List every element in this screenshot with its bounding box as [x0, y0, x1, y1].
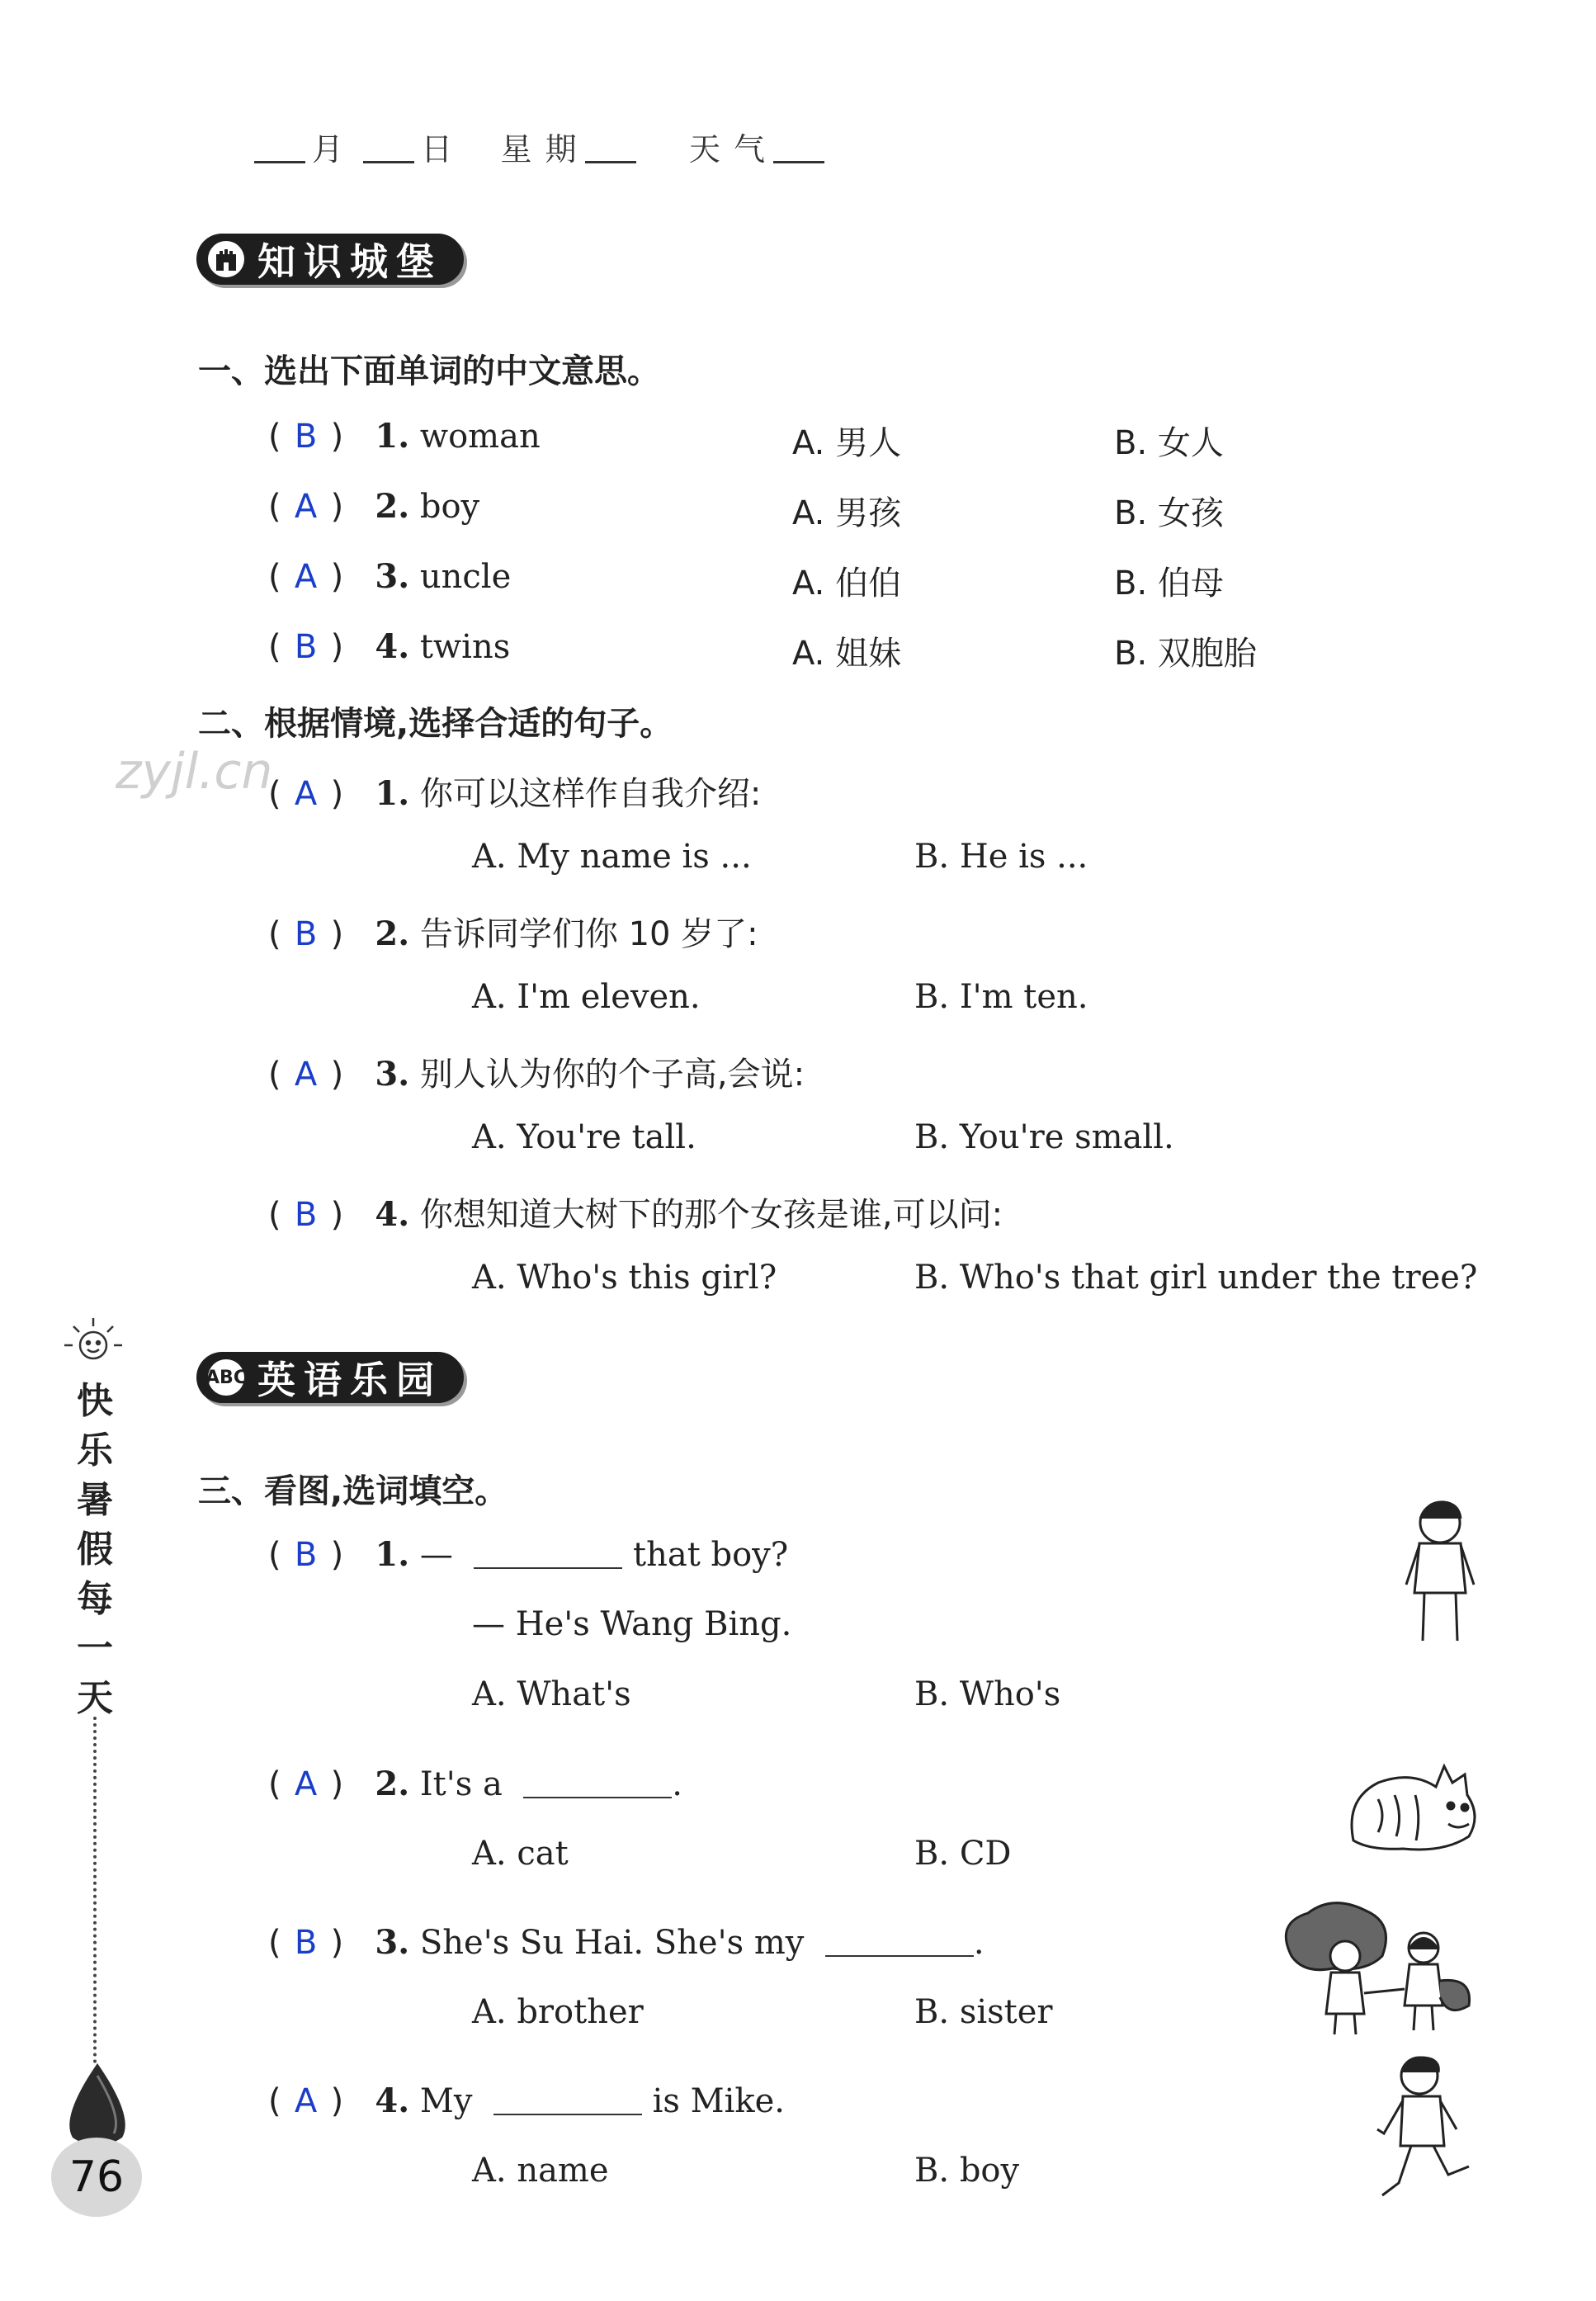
part3-q1: ( B ) 1. — that boy?	[268, 1535, 789, 1574]
watermark: zyjl.cn	[116, 743, 273, 801]
part3-q1-option-a: A. What's	[472, 1675, 631, 1713]
part1-q4: ( B ) 4. twins	[268, 627, 511, 666]
answer[interactable]: A	[294, 558, 318, 596]
section-banner-english	[196, 1352, 464, 1403]
weekday-label: 星 期	[500, 131, 578, 168]
part2-q2-option-a: A. I'm eleven.	[472, 978, 701, 1016]
sun-face-icon	[56, 1308, 130, 1374]
answer[interactable]: A	[294, 775, 318, 813]
boy-illustration	[1395, 1494, 1485, 1647]
part1-q3-option-b: B. 伯母	[1114, 565, 1224, 602]
sidebar-dotted-line	[93, 1717, 97, 2063]
part1-q4-option-a: A. 姐妹	[792, 635, 902, 673]
part1-q2-option-b: B. 女孩	[1114, 494, 1224, 532]
part1-q1-option-a: A. 男人	[792, 424, 902, 462]
part2-q3-option-b: B. You're small.	[914, 1118, 1174, 1156]
part3-heading: 三、看图,选词填空。	[198, 1472, 508, 1510]
month-label: 月	[312, 131, 346, 168]
answer[interactable]: A	[294, 1765, 318, 1803]
date-line	[248, 124, 831, 169]
answer[interactable]: B	[294, 1924, 318, 1962]
running-boy-illustration	[1374, 2051, 1481, 2216]
cat-illustration	[1345, 1750, 1485, 1857]
part3-q3-option-a: A. brother	[472, 1993, 644, 2031]
fill-blank[interactable]	[493, 2114, 642, 2115]
day-label: 日	[421, 131, 455, 168]
fill-blank[interactable]	[825, 1955, 974, 1957]
girls-under-tree-illustration	[1275, 1898, 1477, 2039]
part1-q1: ( B ) 1. woman	[268, 417, 541, 456]
watermelon-drop-icon	[56, 2059, 139, 2150]
fill-blank[interactable]	[523, 1797, 672, 1798]
answer[interactable]: A	[294, 1056, 318, 1094]
part2-q4-option-a: A. Who's this girl?	[472, 1259, 777, 1297]
part3-q4-option-a: A. name	[472, 2152, 609, 2190]
sidebar-title: 快 乐 暑 假 每 一 天	[77, 1380, 113, 1719]
part3-q2: ( A ) 2. It's a .	[268, 1765, 682, 1803]
answer[interactable]: A	[294, 488, 318, 526]
part1-q4-option-b: B. 双胞胎	[1114, 635, 1257, 673]
banner-title: 英语乐园	[257, 1358, 442, 1402]
part2-q4: ( B ) 4. 你想知道大树下的那个女孩是谁,可以问:	[268, 1195, 1003, 1234]
answer[interactable]: B	[294, 1196, 318, 1234]
page-number: 76	[51, 2138, 142, 2217]
answer[interactable]: B	[294, 915, 318, 953]
part2-q3-option-a: A. You're tall.	[472, 1118, 696, 1156]
answer[interactable]: B	[294, 628, 318, 666]
fill-blank[interactable]	[474, 1567, 622, 1569]
part3-q4-option-b: B. boy	[914, 2152, 1020, 2190]
part1-q1-option-b: B. 女人	[1114, 424, 1224, 462]
castle-icon	[208, 241, 244, 277]
part3-q2-option-a: A. cat	[472, 1835, 569, 1873]
weather-label: 天 气	[688, 131, 767, 168]
part3-q3: ( B ) 3. She's Su Hai. She's my .	[268, 1923, 985, 1962]
part2-q2: ( B ) 2. 告诉同学们你 10 岁了:	[268, 914, 758, 953]
part2-q1: ( A ) 1. 你可以这样作自我介绍:	[268, 774, 762, 813]
part3-q4: ( A ) 4. My is Mike.	[268, 2081, 785, 2120]
part1-heading: 一、选出下面单词的中文意思。	[198, 352, 660, 390]
part2-q4-option-b: B. Who's that girl under the tree?	[914, 1259, 1478, 1297]
part3-q1-option-b: B. Who's	[914, 1675, 1061, 1713]
answer[interactable]: B	[294, 1536, 318, 1574]
answer[interactable]: A	[294, 2082, 318, 2120]
part1-q3-option-a: A. 伯伯	[792, 565, 902, 602]
answer[interactable]: B	[294, 418, 318, 456]
part1-q2: ( A ) 2. boy	[268, 487, 480, 526]
section-banner-knowledge	[196, 234, 464, 285]
part3-q3-option-b: B. sister	[914, 1993, 1053, 2031]
abc-blocks-icon: ABC	[208, 1359, 244, 1396]
part1-q2-option-a: A. 男孩	[792, 494, 902, 532]
part2-heading: 二、根据情境,选择合适的句子。	[198, 705, 673, 743]
part2-q1-option-b: B. He is ...	[914, 838, 1088, 876]
part2-q1-option-a: A. My name is ...	[472, 838, 752, 876]
part1-q3: ( A ) 3. uncle	[268, 557, 512, 596]
part3-q2-option-b: B. CD	[914, 1835, 1012, 1873]
part2-q3: ( A ) 3. 别人认为你的个子高,会说:	[268, 1055, 805, 1094]
banner-title: 知识城堡	[257, 239, 442, 284]
part2-q2-option-b: B. I'm ten.	[914, 978, 1088, 1016]
part3-q1-line2: — He's Wang Bing.	[472, 1605, 792, 1643]
